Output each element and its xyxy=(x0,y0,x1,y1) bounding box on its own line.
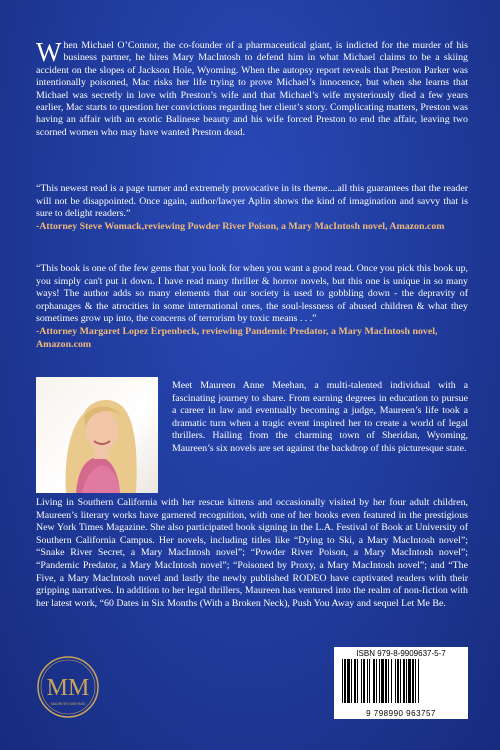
author-photo xyxy=(36,377,158,493)
drop-cap: W xyxy=(36,37,62,67)
barcode-bar xyxy=(400,659,401,703)
barcode-bar xyxy=(385,659,387,703)
review-attribution: -Attorney Steve Womack,reviewing Powder River Poison, a Mary MacIntosh novel, Amazon.com xyxy=(36,220,445,232)
barcode-bar xyxy=(367,659,368,703)
barcode-bar xyxy=(406,659,407,703)
barcode-bar xyxy=(376,659,377,703)
barcode-bar xyxy=(373,659,375,703)
author-bio-body: Living in Southern California with her rescue kittens and occasionally visited by her four adult children, Maureen’s literary works have garnered recognition, with one of her books even featured in the prestigious New York Times Magazine. She also participated book signing in the L.A. Festival of Book at University of Southern California Campus. Her novels, including titles like “Dying to Ski, a Mary MacIntosh novel”; “Snake River Secret, a Mary MacIntosh novel”; “Powder River Poison, a Mary MacIntosh novel”; “Pandemic Predator, a Mary MacIntosh novel”; “Poisoned by Proxy, a Mary MacIntosh novel”; and “The Five, a Mary MacIntosh novel and lastly the newly published RODEO have captivated readers with their gripping narratives. In addition to her legal thrillers, Maureen has ventured into the realm of non-fiction with her latest work, “60 Dates in Six Months (With a Broken Neck), Push You Away and sequel Let Me Be. xyxy=(36,497,468,609)
review-quote xyxy=(36,263,468,351)
barcode-bar xyxy=(354,659,356,703)
review-text: “This newest read is a page turner and extremely provocative in its theme....all this guarantees that the reader will not be disappointed. Once again, author/lawyer Aplin shows the kind of imagination and savvy that is sure to delight readers.” xyxy=(36,183,468,220)
author-logo xyxy=(36,655,100,719)
barcode-bar xyxy=(397,659,399,703)
author-bio-intro: Meet Maureen Anne Meehan, a multi-talented individual with a fascinating journey to share. From earning degrees in education to pursue a career in law and eventually becoming a judge, Maureen’s life took a dramatic turn when a tragic event inspired her to create a world of legal thrillers. Hailing from the charming town of Sheridan, Wyoming, Maureen’s six novels are set against the backdrop of this picturesque state. xyxy=(172,380,468,454)
author-portrait-image xyxy=(36,377,158,493)
barcode-bars xyxy=(340,659,462,705)
barcode-bar xyxy=(403,659,405,703)
barcode-bar xyxy=(361,659,362,703)
barcode-bar xyxy=(412,659,414,703)
barcode-bar xyxy=(344,659,346,703)
barcode-bar xyxy=(363,659,365,703)
review-attribution: -Attorney Margaret Lopez Erpenbeck, reviewing Pandemic Predator, a Mary MacIntosh novel, Amazon.com xyxy=(36,325,438,350)
barcode-bar xyxy=(379,659,380,703)
barcode-bar xyxy=(415,659,416,703)
barcode-bar xyxy=(418,659,419,703)
barcode-bar xyxy=(395,659,396,703)
barcode-bar xyxy=(342,659,343,703)
barcode-bar xyxy=(351,659,352,703)
barcode-bar xyxy=(391,659,392,703)
logo-caption: MAUREEN MEEHAN xyxy=(50,702,86,706)
synopsis xyxy=(36,37,468,139)
barcode-bar xyxy=(357,659,358,703)
barcode-bar xyxy=(369,659,370,703)
barcode-bar xyxy=(388,659,389,703)
logo-monogram: MM xyxy=(46,675,90,701)
synopsis-text: hen Michael O’Connor, the co-founder of a pharmaceutical giant, is indicted for the murder of his business partner, he hires Mary MacIntosh to defend him in what Michael claims to be a skiing accident on the slopes of Jackson Hole, Wyoming. When the autopsy report reveals that Preston Parker was intentionally poisoned, Mac risks her life trying to prove Michael’s innocence, but when she learns that Michael was secretly in love with Preston’s wife and that Michael’s wife mysteriously died a few years earlier, Mac starts to question her convictions regarding her client’s story. Complicating matters, Preston was having an affair with an exotic Balinese beauty and his wife forced Preston to end the affair, leaving two scorned women who may have wanted Preston dead. xyxy=(36,40,468,138)
review-text: “This book is one of the few gems that you look for when you want a good read. Once you pick this book up, you simply can't put it down. I have read many thriller & horror novels, but this one is unique in so many ways! The author adds so many elements that our society is used to gobbling down - the depravity of orphanages & the atrocities in some international ones, the soul-lessness of abused children & what they sometimes grow up into, the concerns of terrorism by toxic means . . .” xyxy=(36,263,468,325)
monogram-logo-icon xyxy=(36,655,100,719)
barcode-bar xyxy=(347,659,350,703)
barcode-digits: 9 798990 963757 xyxy=(366,709,436,718)
isbn-number: ISBN 979-8-9909637-5-7 xyxy=(356,649,446,658)
review-quote xyxy=(36,183,468,233)
barcode-bar xyxy=(381,659,384,703)
barcode-bar xyxy=(408,659,411,703)
isbn-barcode xyxy=(334,647,468,719)
